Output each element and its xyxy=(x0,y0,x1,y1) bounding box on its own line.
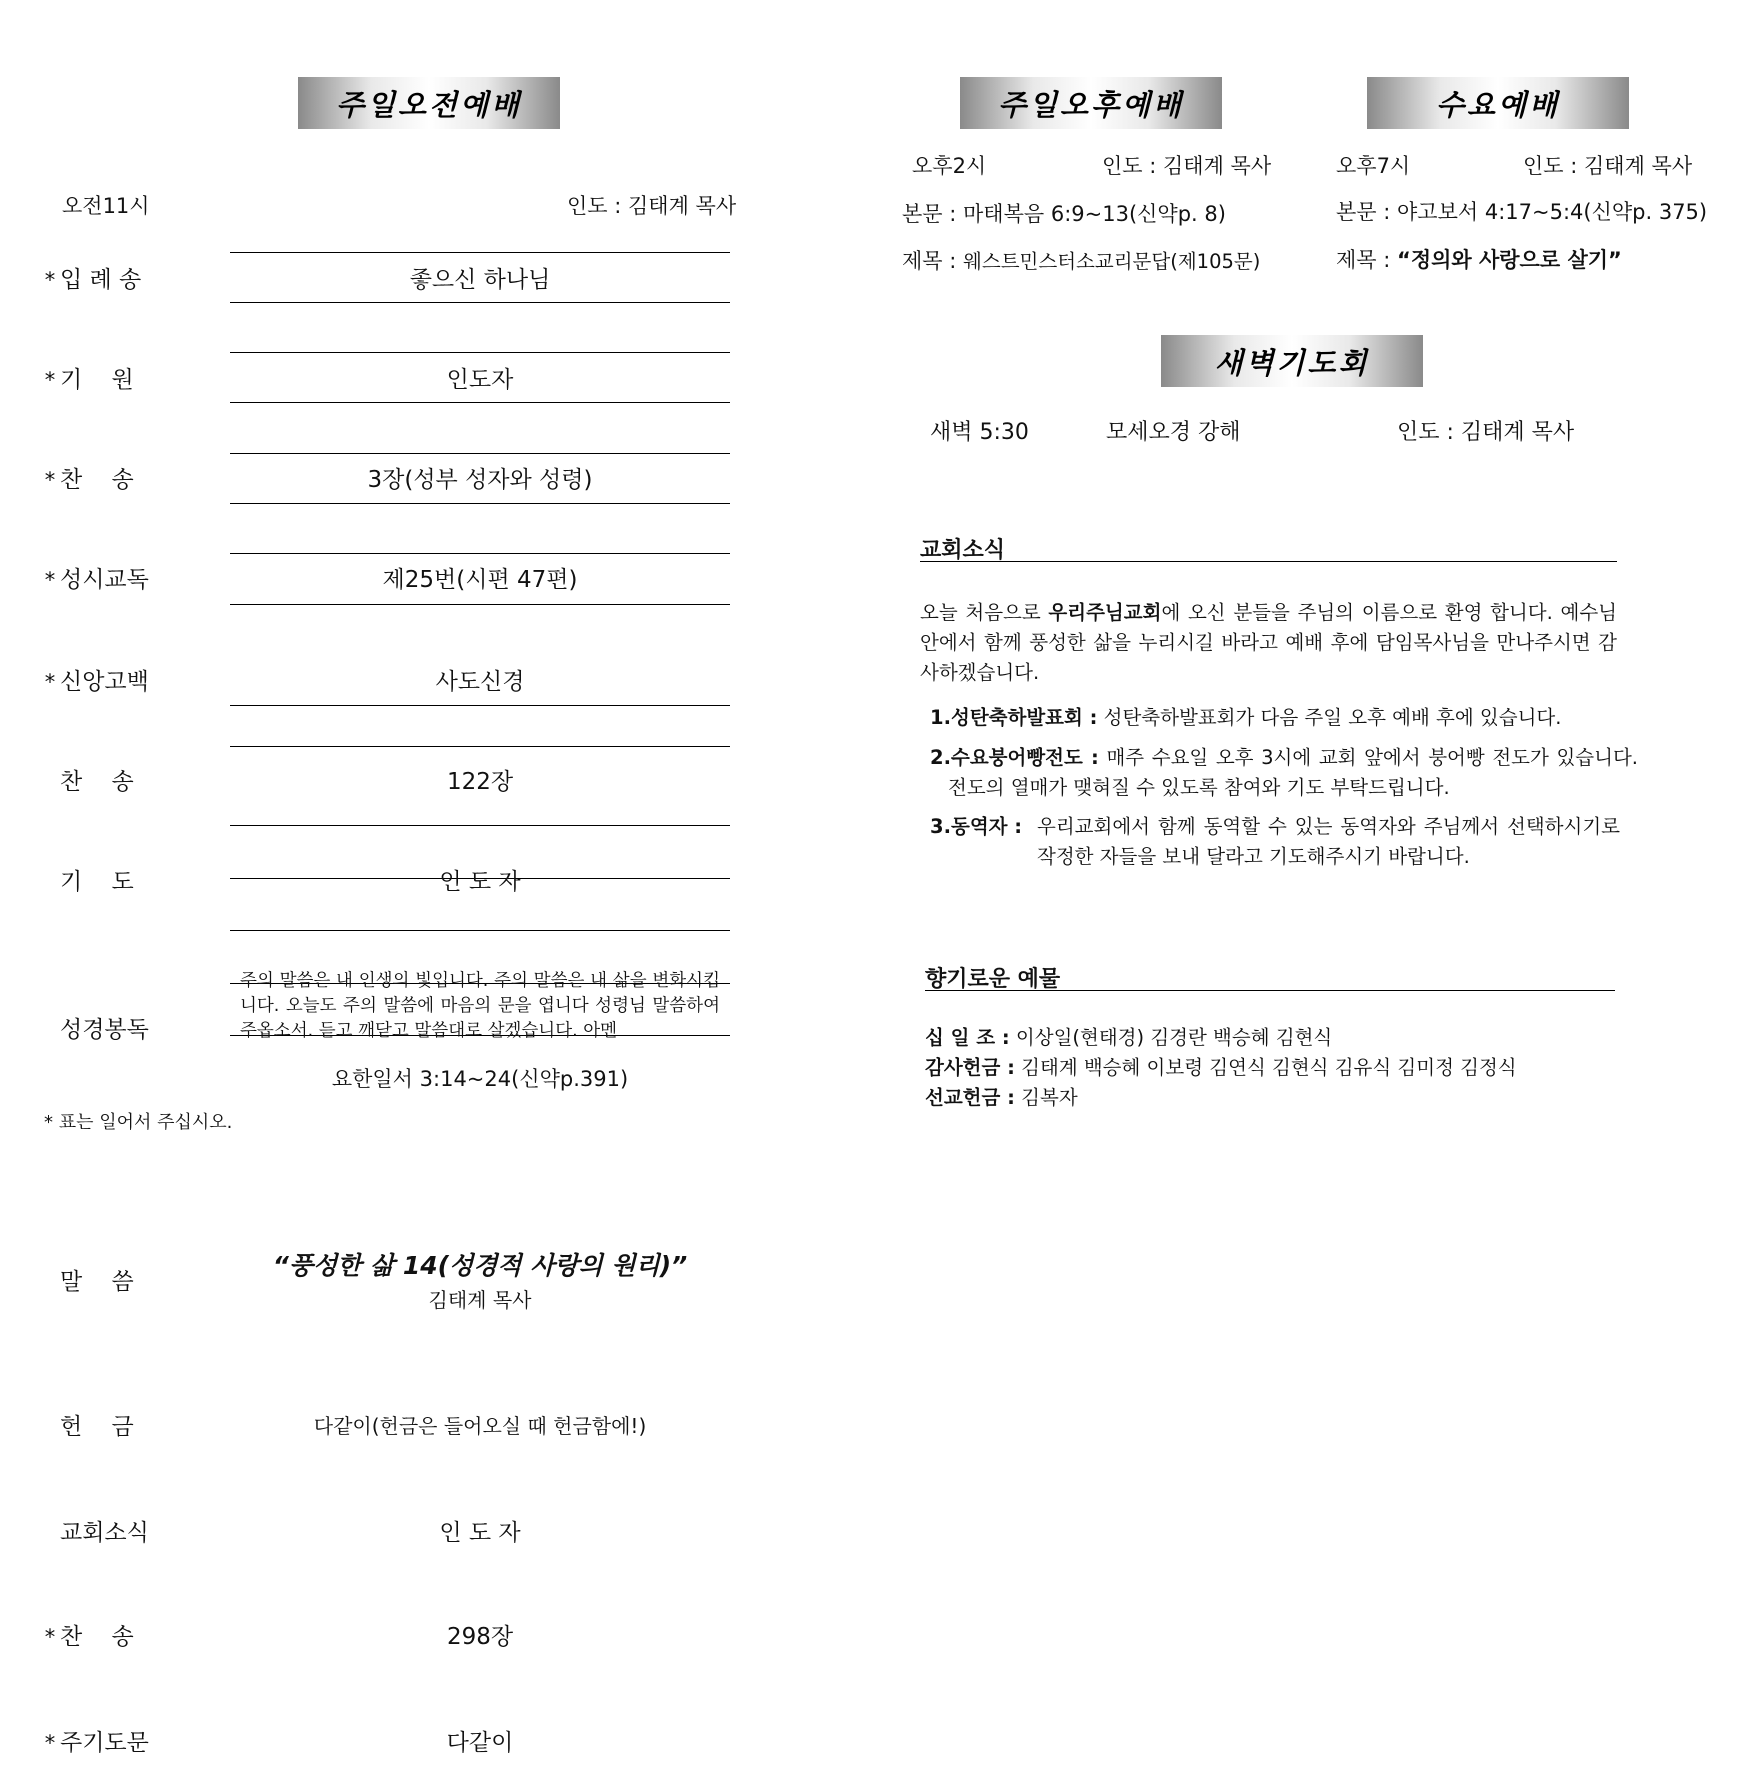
offering-label: 십 일 조 : xyxy=(925,1026,1010,1049)
dawn-topic: 모세오경 강해 xyxy=(1106,420,1241,445)
welcome-text-start: 오늘 처음으로 xyxy=(920,601,1049,624)
order-content: 298장 xyxy=(446,1624,514,1650)
wednesday-time: 오후7시 xyxy=(1336,154,1411,178)
order-content: 좋으신 하나님 xyxy=(409,266,551,293)
wednesday-text-value: 야고보서 4:17~5:4(신약p. 375) xyxy=(1397,200,1708,224)
order-label: 헌 금 xyxy=(60,1414,134,1440)
order-row xyxy=(40,1398,740,1451)
church-news-heading: 교회소식 xyxy=(920,538,1006,563)
morning-leader: 인도 : 김태계 목사 xyxy=(567,194,737,218)
morning-time: 오전11시 xyxy=(62,194,150,218)
wednesday-title-value: “정의와 사랑으로 살기” xyxy=(1397,248,1622,272)
afternoon-text-label: 본문 : xyxy=(902,202,957,226)
order-label: 기 원 xyxy=(60,366,134,393)
afternoon-service-banner xyxy=(960,77,1222,129)
order-content: 인도자 xyxy=(446,366,514,393)
order-rule xyxy=(230,825,730,826)
dawn-prayer-banner xyxy=(1161,335,1423,387)
order-label: 성시교독 xyxy=(60,567,149,593)
order-row xyxy=(40,854,740,905)
order-label: 주기도문 xyxy=(60,1729,149,1756)
offering-label: 선교헌금 : xyxy=(925,1086,1015,1109)
news-item-title: 1.성탄축하발표회 : xyxy=(930,706,1098,729)
afternoon-title xyxy=(902,245,1260,275)
offering-row xyxy=(925,1083,1078,1113)
order-label: 찬 송 xyxy=(60,768,134,795)
news-item-text: 우리교회에서 함께 동역할 수 있는 동역자와 주님께서 선택하시기로 작정한 자들을 보내 달라고 기도해주시기 바랍니다. xyxy=(1037,815,1620,868)
offerings-rule xyxy=(925,990,1615,991)
wednesday-leader: 인도 : 김태계 목사 xyxy=(1523,154,1693,178)
order-label: 신앙고백 xyxy=(60,668,149,695)
morning-service-title: 주일오전예배 xyxy=(335,87,523,122)
news-item xyxy=(930,812,1620,872)
order-label: 입 례 송 xyxy=(60,266,142,293)
order-label: 기 도 xyxy=(60,869,134,895)
church-news-rule xyxy=(920,561,1617,562)
stand-marker: * xyxy=(44,1625,56,1649)
offering-row xyxy=(925,1053,1517,1083)
wednesday-service-banner xyxy=(1367,77,1629,129)
order-row xyxy=(40,1504,740,1556)
order-row xyxy=(40,1714,740,1766)
offering-names: 김복자 xyxy=(1021,1086,1078,1109)
news-item xyxy=(930,743,1638,803)
reading-passage: 요한일서 3:14~24(신약p.391) xyxy=(331,1066,629,1091)
order-content: 사도신경 xyxy=(435,668,525,695)
wednesday-title xyxy=(1336,244,1622,274)
morning-service-banner xyxy=(298,77,560,129)
sermon-preacher: 김태계 목사 xyxy=(428,1288,532,1312)
dawn-time: 새벽 5:30 xyxy=(930,420,1029,445)
offering-names: 이상일(현태경) 김경란 백승혜 김현식 xyxy=(1015,1026,1333,1049)
order-label: 찬 송 xyxy=(60,1624,134,1650)
sermon-row xyxy=(40,1240,740,1319)
reading-prayer: 주의 말씀은 내 인생의 빛입니다. 주의 말씀은 내 삶을 변화시킵니다. 오늘도 주의 말씀에 마음의 문을 엽니다 성령님 말씀하여 주옵소서. 듣고 깨닫고 말씀대로 살겠습니다. 아멘 xyxy=(240,971,720,1041)
order-rule xyxy=(230,705,730,706)
stand-marker: * xyxy=(44,367,56,392)
order-content: 3장(성부 성자와 성령) xyxy=(367,466,593,493)
afternoon-service-title: 주일오후예배 xyxy=(997,87,1185,122)
order-content: 제25번(시편 47편) xyxy=(382,567,578,593)
order-row xyxy=(40,552,740,603)
order-row xyxy=(40,252,740,302)
order-row xyxy=(40,1608,740,1661)
afternoon-leader: 인도 : 김태계 목사 xyxy=(1102,154,1272,178)
order-rule xyxy=(230,604,730,605)
order-label: 찬 송 xyxy=(60,466,134,493)
sermon-title: “풍성한 삶 14(성경적 사랑의 원리)” xyxy=(272,1251,688,1280)
afternoon-time: 오후2시 xyxy=(912,154,987,178)
order-content: 인 도 자 xyxy=(439,1519,521,1546)
order-rule xyxy=(230,930,730,931)
offering-names: 김태계 백승혜 이보령 김연식 김현식 김유식 김미정 김정식 xyxy=(1021,1056,1517,1079)
welcome-paragraph xyxy=(920,598,1617,688)
news-item xyxy=(930,703,1620,733)
afternoon-text xyxy=(902,198,1226,228)
stand-marker: * xyxy=(44,267,56,292)
order-row xyxy=(40,654,740,704)
afternoon-title-label: 제목 : xyxy=(902,249,957,273)
afternoon-text-value: 마태복음 6:9~13(신약p. 8) xyxy=(963,202,1226,226)
offering-row xyxy=(925,1023,1332,1053)
order-content: 인 도 자 xyxy=(439,869,521,895)
afternoon-title-value: 웨스트민스터소교리문답(제105문) xyxy=(963,250,1261,273)
order-label: 말 씀 xyxy=(60,1269,134,1295)
wednesday-text xyxy=(1336,196,1707,226)
order-row xyxy=(40,352,740,402)
news-item-title: 3.동역자 : xyxy=(930,815,1023,838)
wednesday-text-label: 본문 : xyxy=(1336,200,1391,224)
dawn-prayer-title: 새벽기도회 xyxy=(1214,345,1370,380)
order-row xyxy=(40,452,740,502)
stand-marker: * xyxy=(44,467,56,492)
stand-marker: * xyxy=(44,669,56,694)
news-item-title: 2.수요붕어빵전도 : xyxy=(930,746,1099,769)
standing-footnote: * 표는 일어서 주십시오. xyxy=(44,1112,233,1133)
order-content: 122장 xyxy=(446,768,514,795)
order-rule xyxy=(230,746,730,747)
dawn-leader: 인도 : 김태계 목사 xyxy=(1397,420,1575,445)
stand-marker: * xyxy=(44,1730,56,1755)
offering-label: 감사헌금 : xyxy=(925,1056,1015,1079)
wednesday-title-label: 제목 : xyxy=(1336,248,1391,272)
welcome-text-end: 에 오신 분들을 주님의 이름으로 환영 합니다. 예수님 안에서 함께 풍성한 삶을 누리시길 바라고 예배 후에 담임목사님을 만나주시면 감사하겠습니다. xyxy=(920,601,1618,684)
news-item-text: 성탄축하발표회가 다음 주일 오후 예배 후에 있습니다. xyxy=(1097,706,1562,729)
wednesday-service-title: 수요예배 xyxy=(1435,87,1561,122)
offerings-heading: 향기로운 예물 xyxy=(925,967,1061,992)
order-rule xyxy=(230,402,730,403)
order-rule xyxy=(230,503,730,504)
order-content: 다같이 xyxy=(446,1729,514,1756)
scripture-reading-row xyxy=(40,956,740,1098)
church-name: 우리주님교회 xyxy=(1048,601,1162,624)
news-item-text: 매주 수요일 오후 3시에 교회 앞에서 붕어빵 전도가 있습니다. 전도의 열매가 맺혀질 수 있도록 참여와 기도 부탁드립니다. xyxy=(948,746,1638,799)
order-rule xyxy=(230,302,730,303)
order-label: 성경봉독 xyxy=(60,1016,149,1043)
order-row xyxy=(40,754,740,804)
order-content: 다같이(헌금은 들어오실 때 헌금함에!) xyxy=(313,1414,647,1438)
order-label: 교회소식 xyxy=(60,1519,149,1546)
stand-marker: * xyxy=(44,568,56,592)
